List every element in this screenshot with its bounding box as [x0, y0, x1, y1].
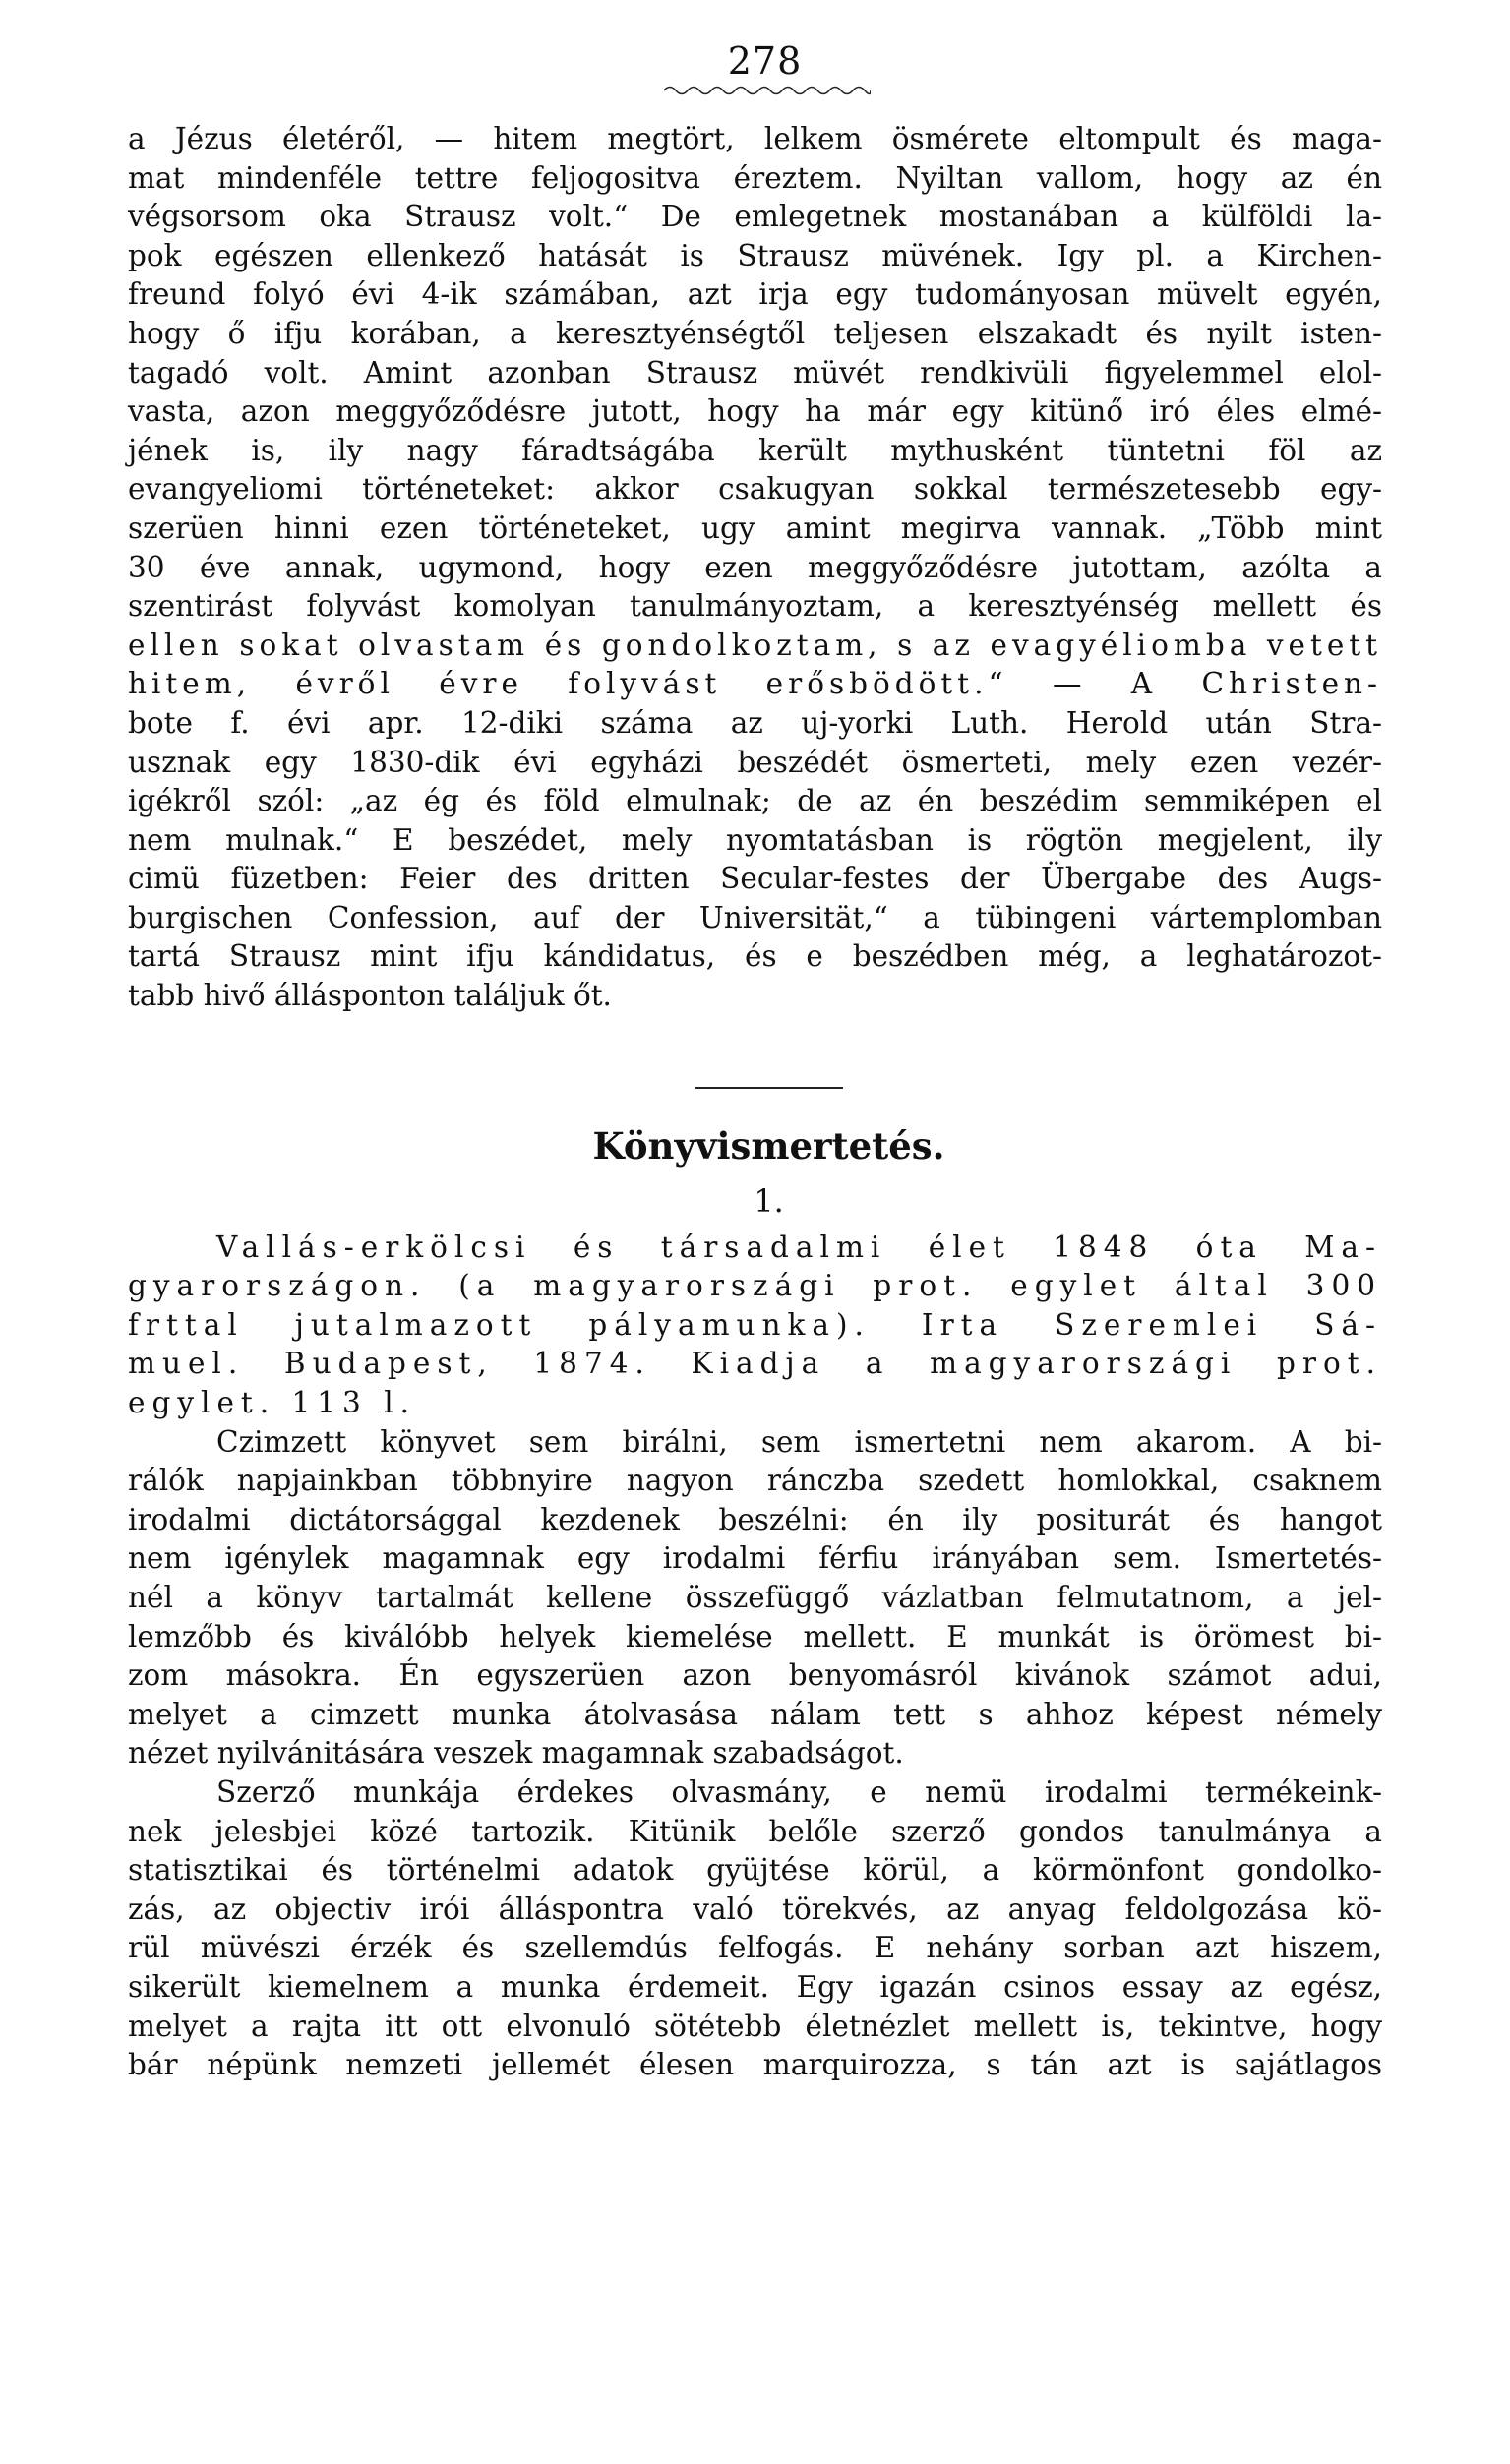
text-line: irodalmi dictátorsággal kezdenek beszélni: én ily positurát és hangot: [128, 1502, 1382, 1536]
page-number: 278: [727, 39, 803, 83]
text-line: sikerült kiemelnem a munka érdemeit. Egy igazán csinos essay az egész,: [128, 1969, 1382, 2004]
text-line: Czimzett könyvet sem birálni, sem ismertetni nem akarom. A bi-: [216, 1424, 1382, 1459]
book-entry: [128, 1229, 1382, 1423]
text-line: vasta, azon meggyőződésre jutott, hogy ha már egy kitünő iró éles elmé-: [128, 394, 1382, 429]
text-line: tabb hivő állásponton találjuk őt.: [128, 979, 612, 1013]
text-line: ellen sokat olvastam és gondolkoztam, s az evagyéliomba vetett: [128, 628, 1382, 662]
text-line: statisztikai és történelmi adatok gyüjtése körül, a körmönfont gondolko-: [128, 1853, 1382, 1888]
text-line: nek jelesbjei közé tartozik. Kitünik belőle szerző gondos tanulmánya a: [128, 1814, 1382, 1848]
text-line: frttal jutalmazott pályamunka). Irta Szeremlei Sá-: [128, 1307, 1382, 1342]
text-line: szentirást folyvást komolyan tanulmányoztam, a keresztyénség mellett és: [128, 589, 1382, 624]
text-line: 30 éve annak, ugymond, hogy ezen meggyőződésre jutottam, azólta a: [128, 550, 1382, 584]
text-line: bote f. évi apr. 12-diki száma az uj-yorki Luth. Herold után Stra-: [128, 705, 1382, 740]
text-line: a Jézus életéről, — hitem megtört, lelkem ösmérete eltompult és maga-: [128, 122, 1382, 155]
paragraph-review-body: [128, 1773, 1382, 2085]
text-line: hogy ő ifju korában, a keresztyénségtől teljesen elszakadt és nyilt isten-: [128, 316, 1382, 350]
text-line: egylet. 113 l.: [128, 1386, 417, 1420]
text-line: zás, az objectiv irói álláspontra való törekvés, az anyag feldolgozása kö-: [128, 1892, 1382, 1926]
text-line: evangyeliomi történeteket: akkor csakugyan sokkal természetesebb egy-: [128, 472, 1382, 507]
text-line: lemzőbb és kiválóbb helyek kiemelése mellett. E munkát is örömest bi-: [128, 1619, 1382, 1653]
text-line: bár népünk nemzeti jellemét élesen marquirozza, s tán azt is sajátlagos: [128, 2048, 1382, 2082]
text-line: rálók napjainkban többnyire nagyon ránczba szedett homlokkal, csaknem: [128, 1464, 1382, 1498]
text-line: jének is, ily nagy fáradtságába került mythusként tüntetni föl az: [128, 433, 1382, 467]
text-line: mat mindenféle tettre feljogositva éreztem. Nyiltan vallom, hogy az én: [128, 160, 1382, 195]
text-line: melyet a rajta itt ott elvonuló sötétebb életnézlet mellett is, tekintve, hogy: [128, 2009, 1382, 2043]
text-line: muel. Budapest, 1874. Kiadja a magyarországi prot.: [128, 1347, 1382, 1381]
text-line: cimü füzetben: Feier des dritten Secular-festes der Übergabe des Augs-: [128, 862, 1382, 896]
text-line: szerüen hinni ezen történeteket, ugy amint megirva vannak. „Több mint: [128, 511, 1382, 545]
text-line: burgischen Confession, auf der Universität,“ a tübingeni vártemplomban: [128, 900, 1382, 934]
text-line: hitem, évről évre folyvást erősbödött.“ — A Christen-: [128, 667, 1382, 701]
text-line: végsorsom oka Strausz volt.“ De emlegetnek mostanában a külföldi la-: [128, 200, 1382, 234]
paragraph-review-intro: [128, 1423, 1382, 1773]
text-line: igékről szól: „az ég és föld elmulnak; de az én beszédim semmiképen el: [128, 784, 1382, 818]
section-number: 1.: [754, 1181, 784, 1220]
text-line: tagadó volt. Amint azonban Strausz müvét rendkivüli figyelemmel elol-: [128, 355, 1382, 390]
text-line: melyet a cimzett munka átolvasása nálam tett s ahhoz képest némely: [128, 1697, 1382, 1731]
text-line: zom másokra. Én egyszerüen azon benyomásról kivánok számot adui,: [128, 1658, 1382, 1693]
text-line: freund folyó évi 4-ik számában, azt irja egy tudományosan müvelt egyén,: [128, 277, 1382, 312]
text-line: pok egészen ellenkező hatását is Strausz müvének. Igy pl. a Kirchen-: [128, 238, 1382, 272]
decorative-wavy-rule: [664, 83, 871, 98]
paragraph-strausz: [128, 120, 1382, 1016]
document-page: [128, 39, 1382, 2085]
text-line: Szerző munkája érdekes olvasmány, e nemü irodalmi termékeink-: [216, 1774, 1382, 1809]
text-line: rül müvészi érzék és szellemdús felfogás. E nehány sorban azt hiszem,: [128, 1931, 1382, 1965]
text-line: nézet nyilvánitására veszek magamnak szabadságot.: [128, 1736, 904, 1771]
text-line: Vallás-erkölcsi és társadalmi élet 1848 óta Ma-: [216, 1230, 1382, 1264]
text-line: nem mulnak.“ E beszédet, mely nyomtatásban is rögtön megjelent, ily: [128, 822, 1382, 857]
text-line: gyarországon. (a magyarországi prot. egylet által 300: [128, 1269, 1382, 1303]
section-divider: [695, 1087, 843, 1089]
text-line: usznak egy 1830-dik évi egyházi beszédét ösmerteti, mely ezen vezér-: [128, 745, 1382, 779]
section-title: Könyvismertetés.: [592, 1123, 945, 1168]
text-line: nél a könyv tartalmát kellene összefüggő vázlatban felmutatnom, a jel-: [128, 1581, 1382, 1614]
text-line: tartá Strausz mint ifju kándidatus, és e beszédben még, a leghatározot-: [128, 939, 1382, 974]
text-line: nem igénylek magamnak egy irodalmi férfiu irányában sem. Ismertetés-: [128, 1541, 1382, 1576]
